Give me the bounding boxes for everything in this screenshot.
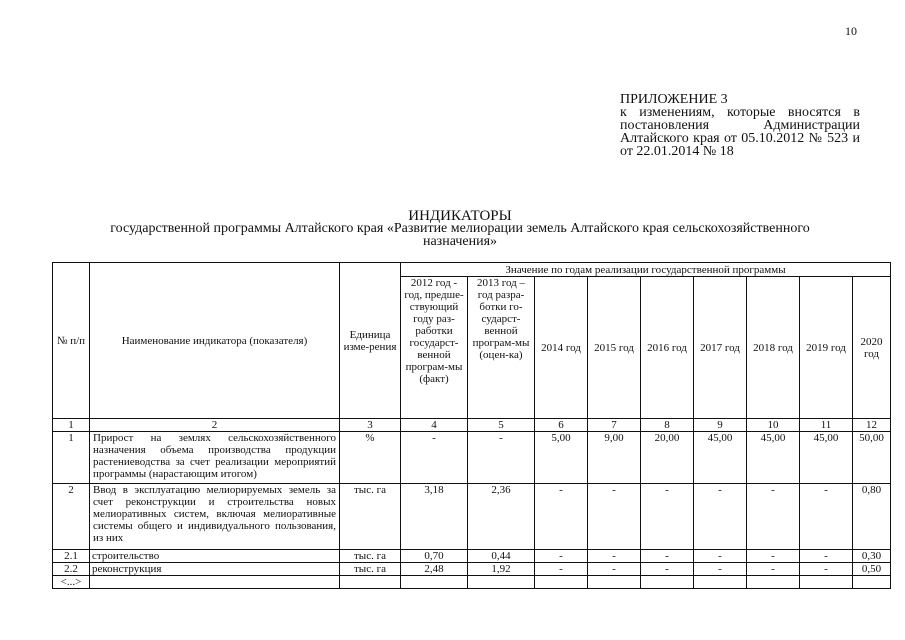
row-value: [535, 576, 588, 589]
header-group: Значение по годам реализации государственной программы: [401, 263, 891, 277]
row-value: -: [800, 563, 853, 576]
column-number: 5: [468, 419, 535, 432]
row-value: 0,44: [468, 550, 535, 563]
row-value: [468, 576, 535, 589]
column-number: 4: [401, 419, 468, 432]
row-num: 2.1: [53, 550, 90, 563]
header-2019: 2019 год: [800, 277, 853, 419]
row-value: -: [694, 550, 747, 563]
row-value: [588, 576, 641, 589]
row-name: строительство: [90, 550, 340, 563]
row-value: -: [401, 432, 468, 484]
row-value: 0,30: [853, 550, 891, 563]
column-number: 12: [853, 419, 891, 432]
row-value: 2,36: [468, 484, 535, 550]
row-num: 2.2: [53, 563, 90, 576]
row-value: -: [641, 563, 694, 576]
row-num: 2: [53, 484, 90, 550]
column-number: 2: [90, 419, 340, 432]
header-name: Наименование индикатора (показателя): [90, 263, 340, 419]
header-2017: 2017 год: [694, 277, 747, 419]
column-number: 11: [800, 419, 853, 432]
row-unit: тыс. га: [340, 550, 401, 563]
row-num: 1: [53, 432, 90, 484]
header-2016: 2016 год: [641, 277, 694, 419]
row-value: 50,00: [853, 432, 891, 484]
row-value: 45,00: [747, 432, 800, 484]
table-row: [53, 550, 891, 563]
row-name: реконструкция: [90, 563, 340, 576]
row-value: -: [535, 550, 588, 563]
row-value: -: [641, 484, 694, 550]
row-value: [747, 576, 800, 589]
document-subtitle: государственной программы Алтайского края «Развитие мелиорации земель Алтайского края сельскохозяйственного назначения»: [110, 221, 810, 249]
column-number: 6: [535, 419, 588, 432]
appendix-block: [620, 93, 860, 158]
row-value: 9,00: [588, 432, 641, 484]
row-name: [90, 576, 340, 589]
table-row: [53, 432, 891, 484]
row-value: -: [588, 484, 641, 550]
header-unit: Единица изме-рения: [340, 263, 401, 419]
table-row: [53, 484, 891, 550]
header-2014: 2014 год: [535, 277, 588, 419]
row-value: 3,18: [401, 484, 468, 550]
row-value: 1,92: [468, 563, 535, 576]
column-number: 9: [694, 419, 747, 432]
header-2018: 2018 год: [747, 277, 800, 419]
row-value: -: [641, 550, 694, 563]
row-value: -: [535, 484, 588, 550]
row-value: [694, 576, 747, 589]
row-value: -: [800, 484, 853, 550]
row-value: 0,70: [401, 550, 468, 563]
appendix-body: к изменениям, которые вносятся в постановления Администрации Алтайского края от 05.10.2012 № 523 и от 22.01.2014 № 18: [620, 105, 860, 159]
row-value: [800, 576, 853, 589]
header-2015: 2015 год: [588, 277, 641, 419]
row-value: -: [747, 484, 800, 550]
row-value: 0,80: [853, 484, 891, 550]
row-value: 45,00: [800, 432, 853, 484]
row-value: -: [747, 550, 800, 563]
row-value: -: [747, 563, 800, 576]
column-number: 10: [747, 419, 800, 432]
row-name: Ввод в эксплуатацию мелиорируемых земель за счет реконструкции и строительства новых мелиоративных систем, включая мелиоративные системы общего и индивидуального пользования, из них: [90, 484, 340, 550]
row-num: <...>: [53, 576, 90, 589]
row-value: [853, 576, 891, 589]
row-value: -: [468, 432, 535, 484]
column-number: 8: [641, 419, 694, 432]
row-value: 45,00: [694, 432, 747, 484]
row-value: [641, 576, 694, 589]
row-value: 20,00: [641, 432, 694, 484]
indicators-table: [52, 262, 891, 589]
table-row: [53, 563, 891, 576]
header-num: № п/п: [53, 263, 90, 419]
document-title: ИНДИКАТОРЫ: [408, 208, 512, 224]
column-number: 7: [588, 419, 641, 432]
header-2012: 2012 год - год, предше-ствующий году раз-работки государст-венной програм-мы (факт): [401, 277, 468, 419]
column-number: 3: [340, 419, 401, 432]
row-unit: тыс. га: [340, 563, 401, 576]
row-value: 2,48: [401, 563, 468, 576]
row-value: -: [694, 484, 747, 550]
row-value: -: [588, 563, 641, 576]
appendix-title: ПРИЛОЖЕНИЕ 3: [620, 92, 728, 107]
row-name: Прирост на землях сельскохозяйственного назначения объема производства продукции растениеводства за счет реализации мероприятий программы (нарастающим итогом): [90, 432, 340, 484]
row-value: 0,50: [853, 563, 891, 576]
row-unit: тыс. га: [340, 484, 401, 550]
column-numbers-row: [53, 419, 891, 432]
column-number: 1: [53, 419, 90, 432]
table-row: [53, 576, 891, 589]
row-value: -: [535, 563, 588, 576]
row-value: [401, 576, 468, 589]
row-unit: [340, 576, 401, 589]
row-value: -: [588, 550, 641, 563]
row-unit: %: [340, 432, 401, 484]
row-value: -: [694, 563, 747, 576]
row-value: -: [800, 550, 853, 563]
page-number: 10: [845, 24, 857, 38]
header-2013: 2013 год – год разра-ботки го-сударст-венной програм-мы (оцен-ка): [468, 277, 535, 419]
row-value: 5,00: [535, 432, 588, 484]
header-2020: 2020 год: [853, 277, 891, 419]
